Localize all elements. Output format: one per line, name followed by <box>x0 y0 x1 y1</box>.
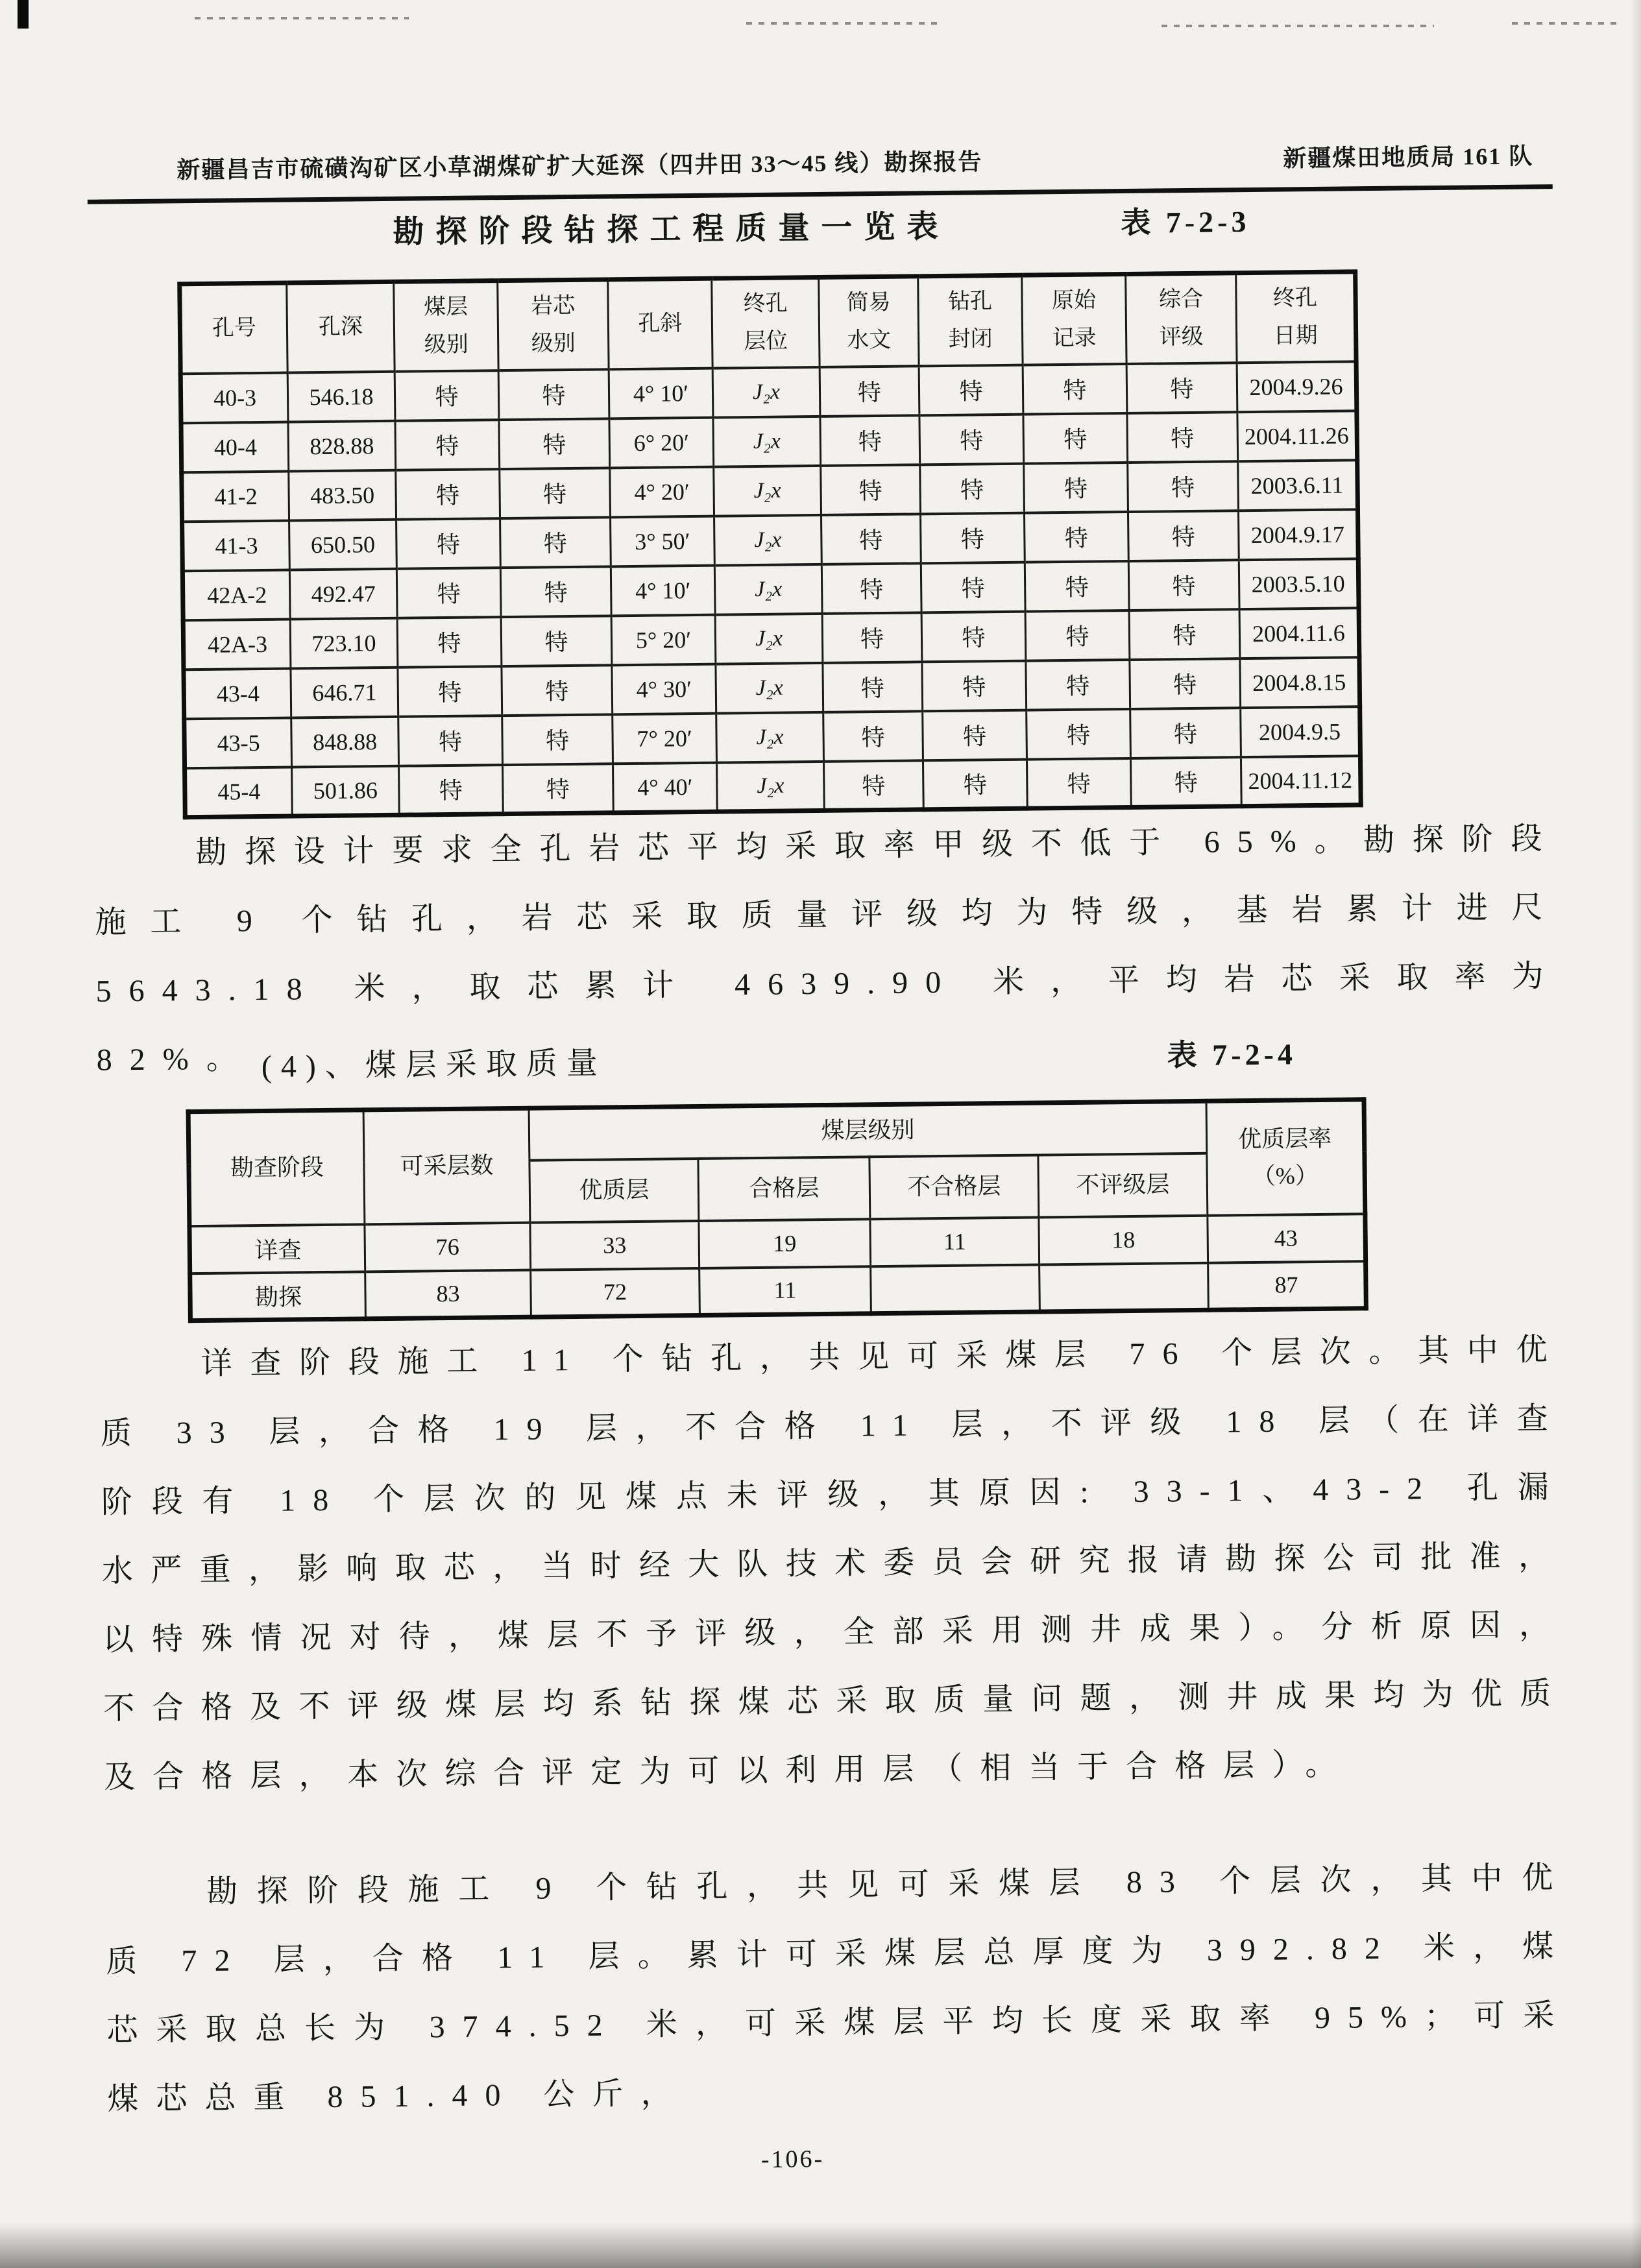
column-header: 终孔 日期 <box>1236 272 1356 363</box>
table-cell: 72 <box>531 1268 700 1317</box>
column-group-header: 煤层级别 <box>529 1101 1207 1160</box>
table-cell: 特 <box>1130 708 1241 758</box>
drilling-quality-table <box>177 269 1363 819</box>
table-cell: 特 <box>500 517 611 568</box>
table-cell: 特 <box>921 611 1026 662</box>
table-cell: 特 <box>921 562 1025 612</box>
table-cell: 特 <box>919 365 1023 415</box>
table-cell: 650.50 <box>289 519 397 570</box>
column-header: 钻孔 封闭 <box>918 275 1023 366</box>
table-cell: 4° 30′ <box>612 664 716 714</box>
table-cell: 特 <box>919 414 1024 464</box>
report-title-text: 新疆昌吉市硫磺沟矿区小草湖煤矿扩大延深（四井田 33～45 线）勘探报告 <box>176 149 983 184</box>
scan-right-shadow <box>1631 0 1641 2268</box>
table-cell: 76 <box>365 1222 531 1272</box>
table-cell: 特 <box>821 464 921 515</box>
table-cell: 特 <box>1024 511 1128 562</box>
table-cell: 19 <box>699 1219 871 1268</box>
table-cell: 特 <box>1027 758 1131 808</box>
table-cell: 特 <box>500 566 611 617</box>
table-cell: 特 <box>920 513 1025 563</box>
table-cell: 特 <box>1130 757 1241 808</box>
table-cell: 特 <box>395 370 499 421</box>
table-cell: 特 <box>1024 462 1128 513</box>
table2-tag: 表 7-2-4 <box>1167 1037 1297 1072</box>
table-cell: 特 <box>821 563 921 614</box>
table-cell: 546.18 <box>287 371 395 422</box>
table1-tag: 表 7-2-3 <box>1121 204 1250 240</box>
column-header: 孔深 <box>287 282 395 372</box>
table-cell: 2004.11.26 <box>1237 411 1357 461</box>
column-header: 勘查阶段 <box>188 1110 365 1226</box>
table-cell: 483.50 <box>289 470 396 520</box>
scan-bottom-shadow <box>0 2223 1641 2268</box>
table-cell: 11 <box>870 1217 1039 1266</box>
table-cell: 详查 <box>189 1224 365 1273</box>
table-cell: 2004.9.17 <box>1238 509 1358 560</box>
table-cell: 4° 10′ <box>609 368 713 418</box>
table-cell: 87 <box>1208 1261 1367 1310</box>
table-cell: J₂x <box>714 564 822 614</box>
table-cell: 41-2 <box>182 471 289 522</box>
table1-title: 勘探阶段钻探工程质量一览表 <box>393 209 950 250</box>
running-header <box>176 138 1533 185</box>
table-cell: 42A-2 <box>182 570 290 620</box>
table-cell: 43-4 <box>184 668 291 719</box>
table-cell: 6° 20′ <box>609 417 714 468</box>
table-cell: 18 <box>1039 1215 1208 1264</box>
table-cell: 3° 50′ <box>611 516 715 566</box>
table-cell: 特 <box>1023 364 1127 415</box>
table-cell: 特 <box>395 420 500 470</box>
table-cell: 43-5 <box>184 718 292 768</box>
table-cell: 特 <box>923 710 1027 760</box>
table-cell: J₂x <box>714 514 822 565</box>
table-cell: 特 <box>821 514 921 564</box>
table-cell: 特 <box>1127 412 1238 463</box>
table-cell: 特 <box>499 418 610 469</box>
table-cell: 45-4 <box>185 767 293 817</box>
column-header: 不评级层 <box>1038 1153 1208 1217</box>
table-cell <box>871 1264 1040 1314</box>
table-cell: 特 <box>823 760 923 811</box>
table-cell: 特 <box>1128 560 1239 610</box>
table-cell: 33 <box>530 1220 699 1270</box>
table1-body <box>180 361 1361 817</box>
table-cell: 723.10 <box>290 618 398 668</box>
table-cell: 勘探 <box>190 1272 366 1321</box>
table-cell: J₂x <box>715 613 823 664</box>
table-cell: 特 <box>920 463 1025 514</box>
table-cell: J₂x <box>712 367 820 417</box>
table-cell: 特 <box>502 665 613 716</box>
table-cell: 特 <box>822 612 922 663</box>
table-cell: 83 <box>365 1270 531 1319</box>
table-cell: J₂x <box>714 465 821 516</box>
coal-seam-quality-table <box>186 1097 1368 1323</box>
table-cell: 特 <box>820 415 920 466</box>
column-header: 可采层数 <box>363 1108 530 1224</box>
column-header: 合格层 <box>698 1157 870 1221</box>
column-header: 优质层率 （%） <box>1206 1100 1365 1216</box>
table-cell: J₂x <box>713 416 821 466</box>
table-cell: 42A-3 <box>183 619 291 670</box>
table-cell: 特 <box>502 714 613 765</box>
table-cell: 特 <box>503 764 614 814</box>
table-cell: 特 <box>498 369 609 420</box>
column-header: 煤层 级别 <box>394 281 498 372</box>
table-cell: 特 <box>1027 708 1131 759</box>
table-cell: 828.88 <box>288 420 396 471</box>
table-cell: 2004.11.12 <box>1241 756 1361 806</box>
column-header: 孔斜 <box>608 278 712 369</box>
table-cell: 2004.11.6 <box>1239 608 1359 658</box>
body-paragraph-3: 勘探阶段施工 9 个钻孔，共见可采煤层 83 个层次，其中优质 72 层，合格 11 层。累计可采煤层总厚度为 392.82 米，煤芯采取总长为 374.52 米，可采煤层平均长度采取率 95%；可采煤芯总重 851.40 公斤， <box>106 1860 1572 2117</box>
table-cell: 特 <box>500 468 611 518</box>
table-cell: 特 <box>1026 659 1130 710</box>
column-header: 优质层 <box>529 1158 699 1222</box>
table-cell: 特 <box>1128 461 1239 512</box>
column-header: 孔号 <box>180 283 287 374</box>
table-cell: 特 <box>396 518 501 569</box>
table-cell: 特 <box>397 617 502 668</box>
table-cell: 特 <box>820 366 919 416</box>
table-cell: 2003.5.10 <box>1239 559 1359 609</box>
table-cell: 特 <box>923 759 1027 810</box>
table-cell: 40-3 <box>180 372 288 423</box>
table-cell: 特 <box>1129 609 1240 660</box>
section4-heading: (4)、煤层采取质量 <box>261 1046 607 1085</box>
table-cell: 40-4 <box>181 422 289 472</box>
table-cell: J₂x <box>716 761 824 812</box>
table-cell: 4° 40′ <box>613 762 718 813</box>
table-cell: 特 <box>823 662 923 712</box>
table-cell: 特 <box>1023 413 1128 463</box>
table-cell: 5° 20′ <box>611 614 716 665</box>
table-cell: 492.47 <box>289 568 397 619</box>
page-number: -106- <box>760 2145 825 2174</box>
column-header: 综合 评级 <box>1126 273 1237 364</box>
column-header: 简易 水文 <box>819 276 919 367</box>
table-cell: 特 <box>823 711 923 762</box>
table-cell: 特 <box>1128 511 1239 561</box>
body-paragraph-1: 勘探设计要求全孔岩芯平均采取率甲级不低于 65%。勘探阶段施工 9 个钻孔，岩芯采取质量评级均为特级，基岩累计进尺 5643.18 米，取芯累计 4639.90 米，平均岩芯采取率为 82%。 <box>95 821 1561 1078</box>
table-cell: 2004.9.5 <box>1241 706 1361 757</box>
table-cell: 501.86 <box>292 766 400 816</box>
table-cell: 特 <box>1126 363 1237 413</box>
table-cell: 11 <box>699 1266 871 1316</box>
table-cell: 特 <box>1025 610 1130 660</box>
table-cell: 特 <box>1130 658 1241 709</box>
table-cell: 43 <box>1208 1214 1366 1263</box>
table-cell: 特 <box>396 469 500 520</box>
table-cell: 特 <box>399 765 504 815</box>
table-cell: 特 <box>398 716 503 766</box>
table-cell: 848.88 <box>291 716 399 767</box>
body-paragraph-2: 详查阶段施工 11 个钻孔，共见可采煤层 76 个层次。其中优质 33 层，合格 19 层，不合格 11 层，不评级 18 层（在详查阶段有 18 个层次的见煤点未评级，其原因: 33-1、43-2 孔漏水严重，影响取芯，当时经大队技术委员会研究报请勘探公司批准，以特殊情况对待，煤层不予评级，全部采用测井成果）。分析原因，不合格及不评级煤层均系钻探煤芯采取质量问题，测井成果均为优质及合格层，本次综合评定为可以利用层（相当于合格层）。 <box>100 1333 1569 1795</box>
table-cell: J₂x <box>716 712 824 762</box>
table-cell <box>1039 1262 1209 1312</box>
table-cell: 41-3 <box>182 520 290 571</box>
column-header: 原始 记录 <box>1022 274 1126 365</box>
table-cell: 4° 10′ <box>611 565 715 616</box>
table-cell: 特 <box>501 616 612 666</box>
table-cell: 7° 20′ <box>613 713 717 764</box>
table-cell: J₂x <box>716 662 823 713</box>
column-header: 岩芯 级别 <box>498 280 609 370</box>
table-cell: 特 <box>1025 561 1129 611</box>
column-header: 终孔 层位 <box>712 277 820 368</box>
table-cell: 2003.6.11 <box>1238 460 1358 511</box>
column-header: 不合格层 <box>869 1155 1039 1219</box>
table-cell: 特 <box>396 568 501 618</box>
table1-header-row <box>180 272 1356 374</box>
table-cell: 646.71 <box>291 667 398 718</box>
table2-body <box>189 1214 1366 1321</box>
table-cell: 4° 20′ <box>610 466 714 517</box>
table-cell: 特 <box>922 660 1027 711</box>
table-cell: 2004.8.15 <box>1240 657 1360 708</box>
organization-text: 新疆煤田地质局 161 队 <box>1283 143 1534 172</box>
table-cell: 2004.9.26 <box>1237 361 1357 412</box>
table-cell: 特 <box>398 666 502 717</box>
